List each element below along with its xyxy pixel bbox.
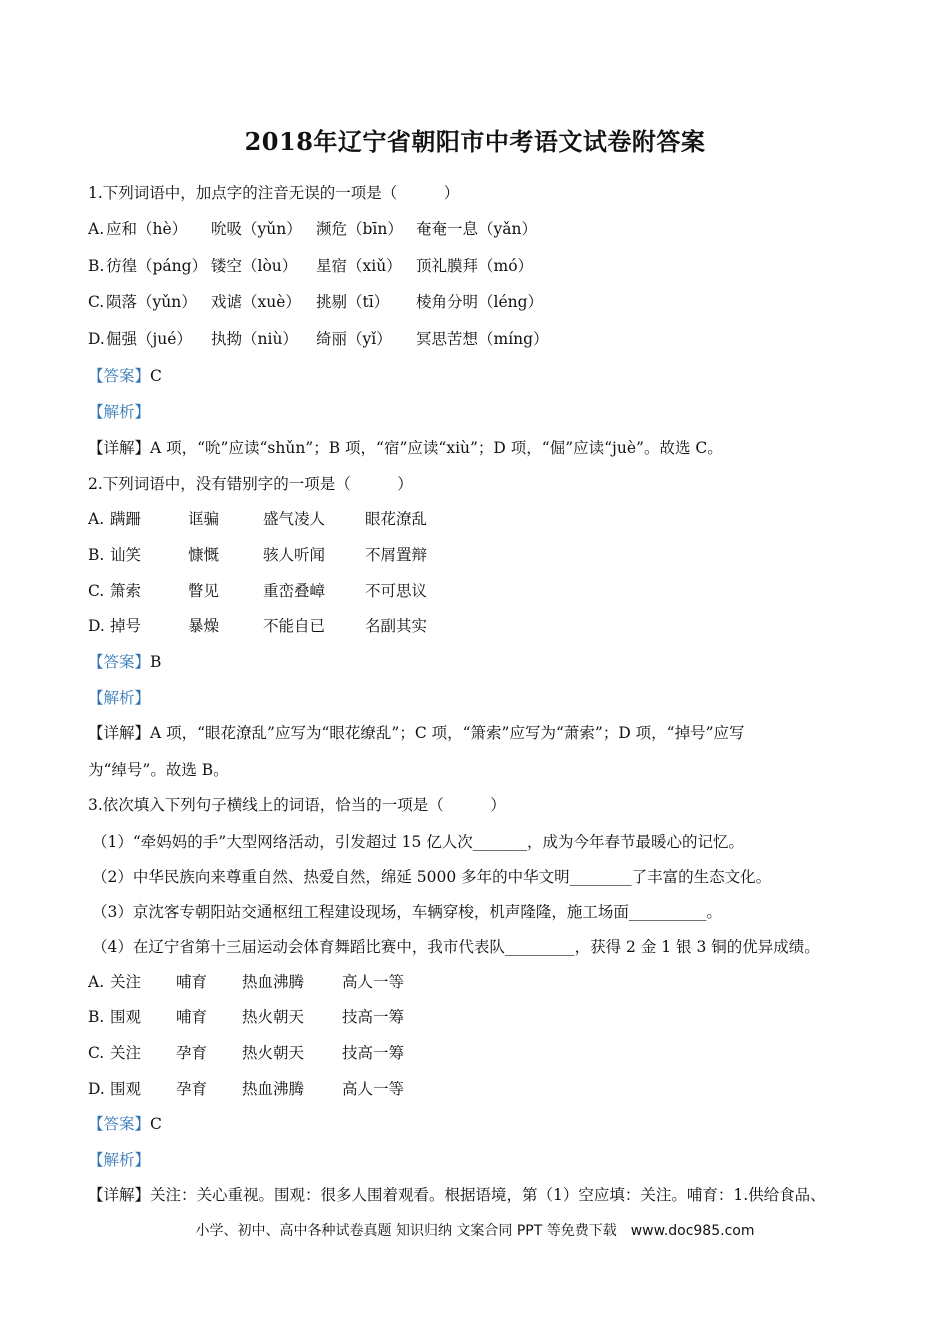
- document-title: 2018年辽宁省朝阳市中考语文试卷附答案: [244, 127, 706, 156]
- q3-option-c: C. 关注 孕育 热火朝天 技高一筹: [88, 1044, 405, 1062]
- detail-tag: 【详解】: [88, 724, 151, 742]
- q1-answer: [88, 365, 162, 387]
- q2-option-a: A. 蹒跚 诓骗 盛气凌人 眼花潦乱: [88, 510, 428, 528]
- detail-tag: 【详解】: [88, 1186, 151, 1204]
- answer-tag: 【答案】: [88, 653, 151, 671]
- answer-tag: 【答案】: [88, 1115, 151, 1133]
- q3-sentence-4: （4）在辽宁省第十三届运动会体育舞蹈比赛中，我市代表队_________，获得 2 金 1 银 3 铜的优异成绩。: [92, 938, 820, 956]
- answer-value: C: [150, 367, 162, 385]
- q2-analysis-tag: 【解析】: [88, 689, 151, 707]
- q3-stem: 3.依次填入下列句子横线上的词语，恰当的一项是（ ）: [88, 796, 506, 814]
- q1-analysis-tag: 【解析】: [88, 403, 151, 421]
- q3-option-a: A. 关注 哺育 热血沸腾 高人一等: [88, 973, 405, 991]
- q2-stem: 2.下列词语中，没有错别字的一项是（ ）: [88, 475, 413, 493]
- q3-answer: [88, 1113, 162, 1135]
- q3-sentence-3: （3）京沈客专朝阳站交通枢纽工程建设现场，车辆穿梭，机声隆隆，施工场面__________。: [92, 903, 722, 921]
- q3-analysis-tag: 【解析】: [88, 1151, 151, 1169]
- q2-answer: [88, 651, 161, 673]
- q3-detail: 【详解】关注：关心重视。围观：很多人围着观看。根据语境，第（1）空应填：关注。哺育：1.供给食品、: [88, 1186, 826, 1204]
- page-footer: 小学、初中、高中各种试卷真题 知识归纳 文案合同 PPT 等免费下载 www.doc985.com: [195, 1223, 755, 1239]
- answer-value: B: [150, 653, 162, 671]
- q1-option-d: D.倔强（jué） 执拗（niù） 绮丽（yǐ） 冥思苦想（míng）: [88, 330, 549, 348]
- q2-option-c: C. 箫索 瞥见 重峦叠嶂 不可思议: [88, 582, 428, 600]
- q2-detail-line1: 【详解】A 项，“眼花潦乱”应写为“眼花缭乱”；C 项，“箫索”应写为“萧索”；D 项，“掉号”应写: [88, 724, 745, 742]
- q1-option-c: C. 陨落（yǔn） 戏谑（xuè） 挑剔（tī） 棱角分明（léng）: [88, 293, 544, 311]
- q3-option-d: D. 围观 孕育 热血沸腾 高人一等: [88, 1080, 405, 1098]
- q1-detail: 【详解】A 项，“吮”应读“shǔn”；B 项，“宿”应读“xiù”；D 项，“倔”应读“juè”。故选 C。: [88, 439, 723, 457]
- answer-tag: 【答案】: [88, 367, 151, 385]
- q1-option-b: B. 彷徨（páng） 镂空（lòu） 星宿（xiǔ） 顶礼膜拜（mó）: [88, 257, 534, 275]
- q1-stem: 1.下列词语中，加点字的注音无误的一项是（ ）: [88, 184, 460, 202]
- q3-sentence-2: （2）中华民族向来尊重自然、热爱自然，绵延 5000 多年的中华文明________了丰富的生态文化。: [92, 868, 772, 886]
- q2-detail-line2: 为“绰号”。故选 B。: [88, 761, 229, 779]
- answer-value: C: [150, 1115, 162, 1133]
- q2-option-d: D. 掉号 暴燥 不能自已 名副其实: [88, 617, 428, 635]
- q3-sentence-1: （1）“牵妈妈的手”大型网络活动，引发超过 15 亿人次_______，成为今年春节最暖心的记忆。: [92, 833, 745, 851]
- detail-tag: 【详解】: [88, 439, 151, 457]
- q2-option-b: B. 讪笑 慷慨 骇人听闻 不屑置辩: [88, 546, 428, 564]
- q3-option-b: B. 围观 哺育 热火朝天 技高一筹: [88, 1008, 405, 1026]
- q1-option-a: A. 应和（hè） 吮吸（yǔn） 濒危（bīn） 奄奄一息（yǎn）: [88, 220, 537, 238]
